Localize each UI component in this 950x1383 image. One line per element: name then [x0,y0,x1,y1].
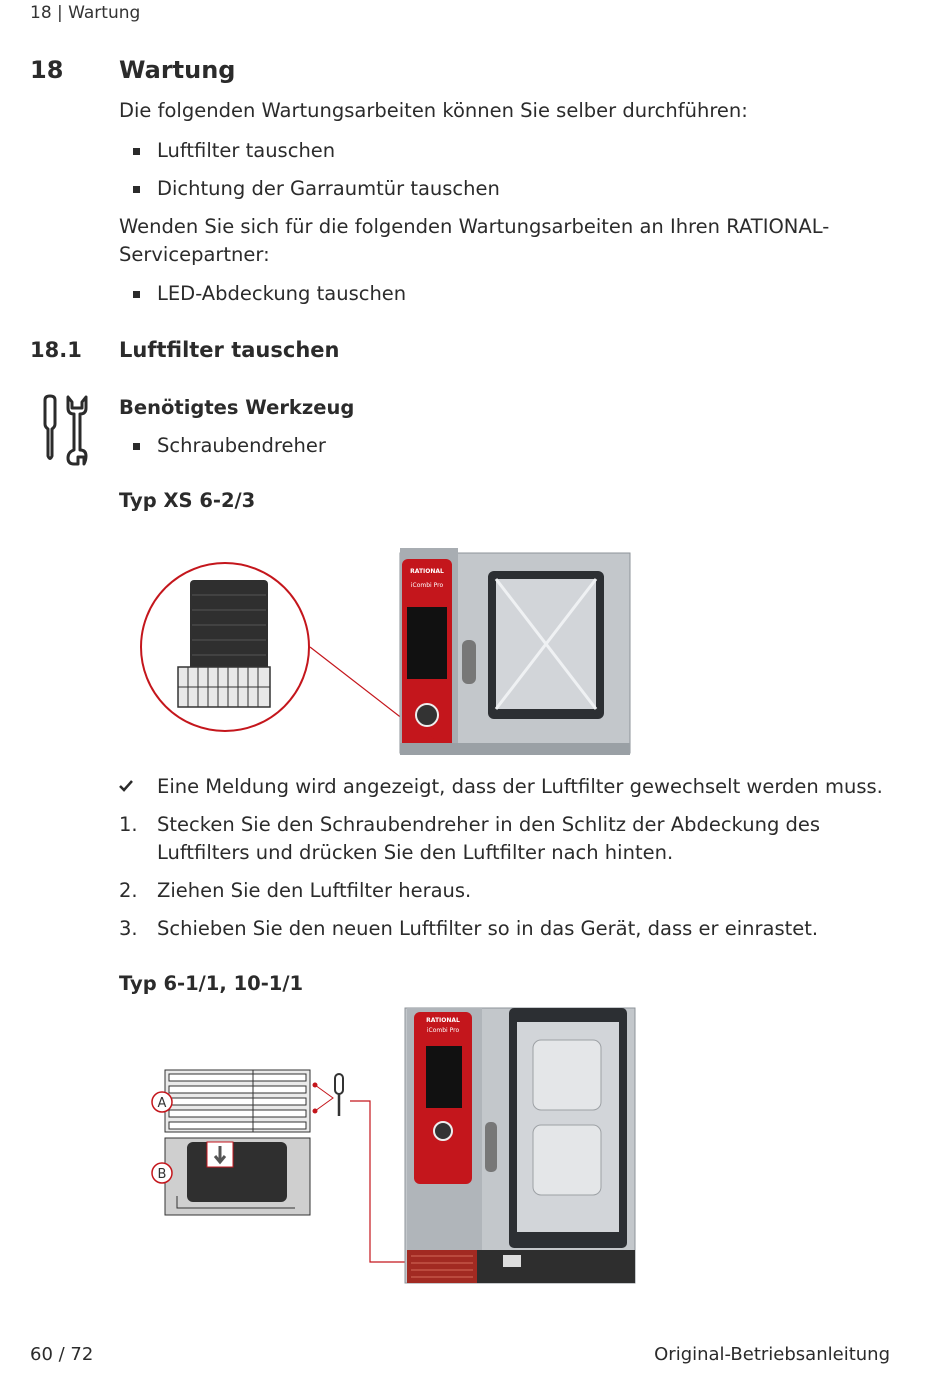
partner-paragraph: Wenden Sie sich für die folgenden Wartungsarbeiten an Ihren RATIONAL-Servicepartner: [119,215,830,266]
step-text: Ziehen Sie den Luftfilter heraus. [157,879,472,902]
subsection-number: 18.1 [30,338,82,362]
step-number: 3. [119,917,138,940]
step-text: Schieben Sie den neuen Luftfilter so in das Gerät, dass er einrastet. [157,917,819,940]
checkmark-icon [118,778,134,794]
tools-heading: Benötigtes Werkzeug [119,396,355,419]
section-title: Wartung [119,56,236,84]
list-item: LED-Abdeckung tauschen [157,280,406,308]
brand-label: RATIONAL [410,568,444,575]
step-number: 2. [119,879,138,902]
figure-large-airfilter [145,1000,645,1290]
callout-b-label: B [157,1167,167,1182]
page-number: 60 / 72 [30,1344,94,1365]
running-header: 18 | Wartung [30,3,141,23]
type-heading-large: Typ 6-1/1, 10-1/1 [119,972,304,995]
list-item: Schraubendreher [157,432,326,460]
brand-label: RATIONAL [426,1017,460,1024]
section-number: 18 [30,56,64,84]
step-number: 1. [119,813,138,836]
callout-a-label: A [157,1096,167,1111]
figure-xs-airfilter [140,545,635,765]
model-label: iCombi Pro [410,582,444,589]
list-item: Dichtung der Garraumtür tauschen [157,175,500,203]
precondition-text: Eine Meldung wird angezeigt, dass der Luftfilter gewechselt werden muss. [157,775,883,798]
document-title: Original-Betriebsanleitung [654,1344,890,1365]
intro-paragraph: Die folgenden Wartungsarbeiten können Sie selber durchführen: [119,99,748,122]
model-label: iCombi Pro [426,1027,460,1034]
type-heading-xs: Typ XS 6-2/3 [119,489,256,512]
tools-icon [38,394,90,466]
subsection-title: Luftfilter tauschen [119,338,340,362]
list-item: Luftfilter tauschen [157,137,335,165]
step-text: Stecken Sie den Schraubendreher in den Schlitz der Abdeckung des Luftfilters und drücken Sie den Luftfilter nach hinten. [157,813,821,864]
